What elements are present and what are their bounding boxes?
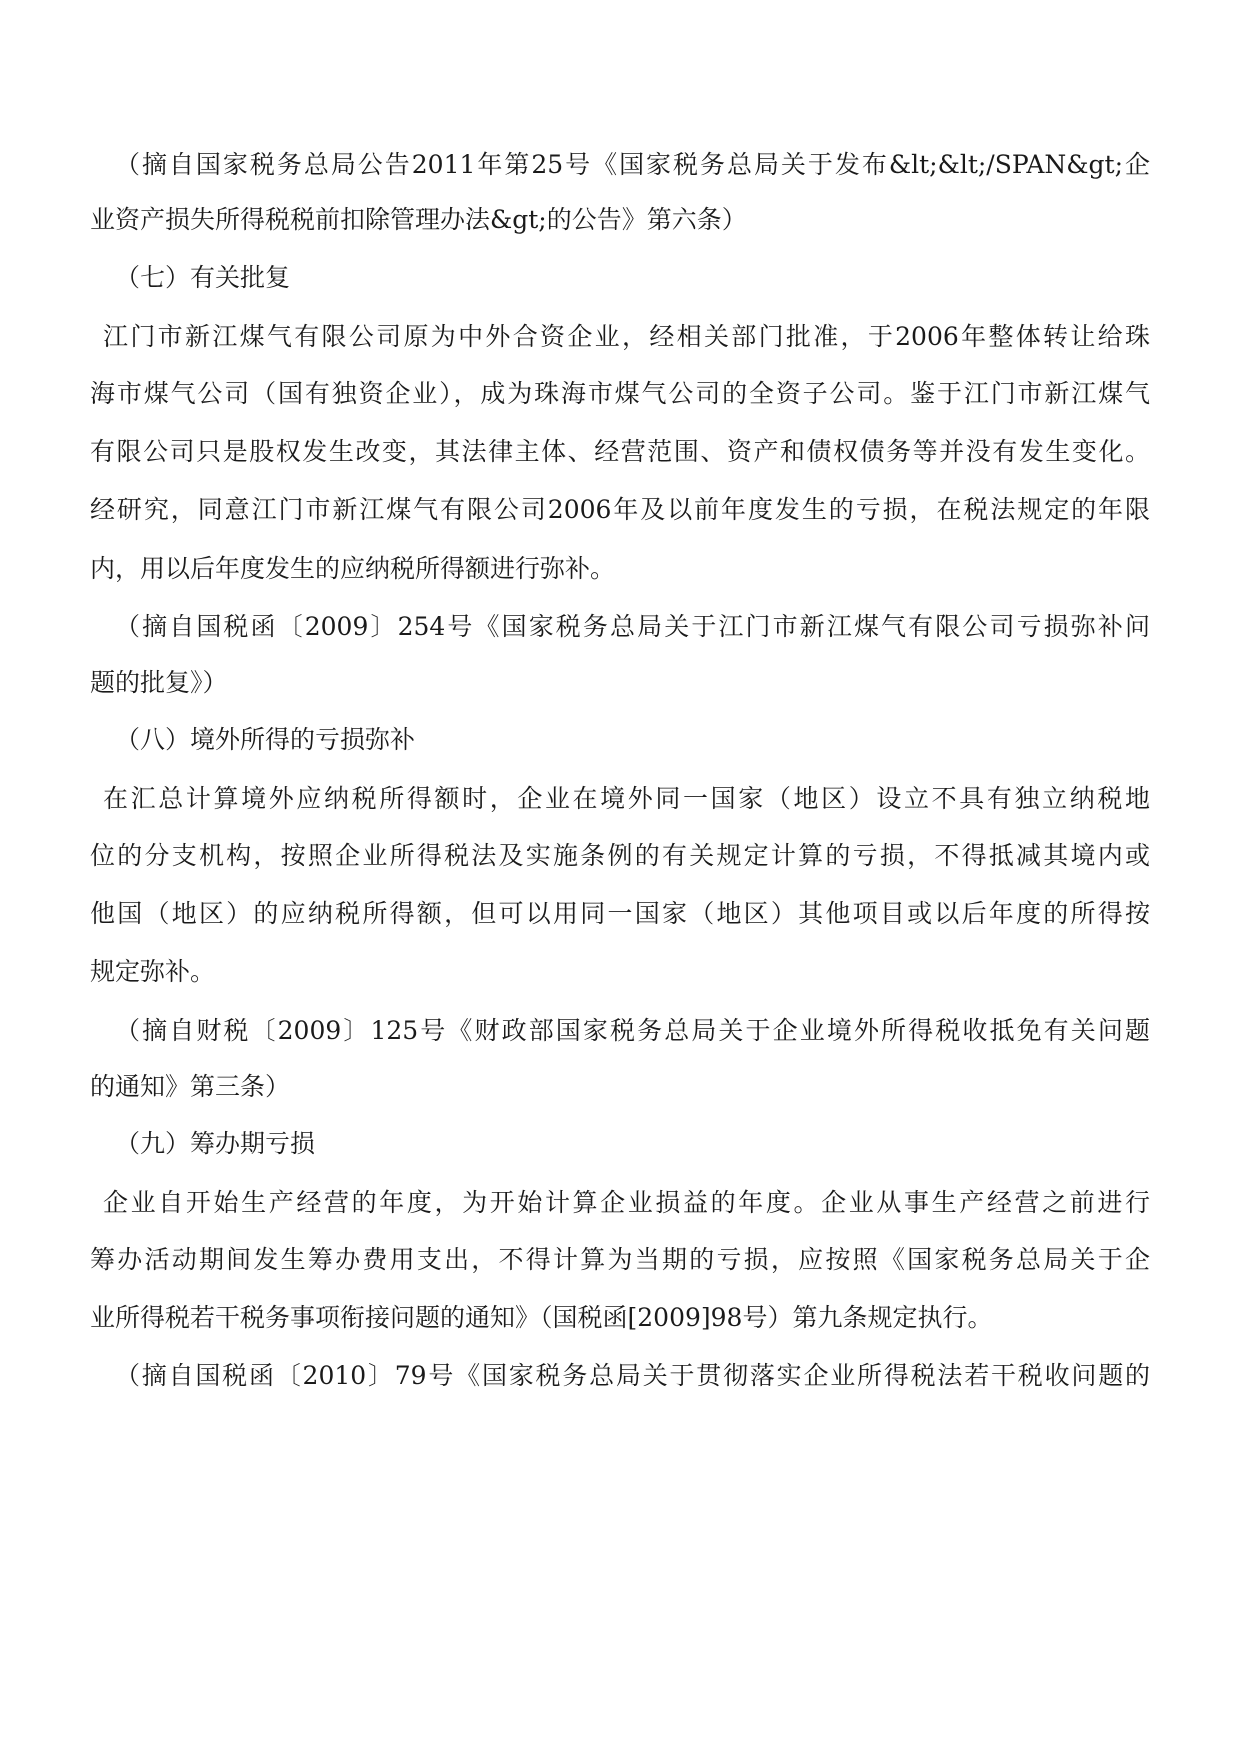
text-line: 他国（地区）的应纳税所得额，但可以用同一国家（地区）其他项目或以后年度的所得按: [90, 899, 1150, 928]
text-line: 经研究，同意江门市新江煤气有限公司2006年及以前年度发生的亏损，在税法规定的年限: [90, 495, 1150, 524]
text-line: 业资产损失所得税税前扣除管理办法&gt;的公告》第六条）: [90, 205, 747, 234]
text-line: 规定弥补。: [90, 957, 216, 986]
text-line: 业所得税若干税务事项衔接问题的通知》（国税函[2009]98号）第九条规定执行。: [90, 1303, 993, 1332]
text-line: 筹办活动期间发生筹办费用支出，不得计算为当期的亏损，应按照《国家税务总局关于企: [90, 1245, 1150, 1274]
section-heading: （八）境外所得的亏损弥补: [115, 725, 416, 754]
text-line: 有限公司只是股权发生改变，其法律主体、经营范围、资产和债权债务等并没有发生变化。: [90, 437, 1150, 466]
text-line: （摘自财税〔2009〕125号《财政部国家税务总局关于企业境外所得税收抵免有关问题: [115, 1016, 1150, 1045]
text-line: 的通知》第三条）: [90, 1072, 291, 1101]
text-line: 位的分支机构，按照企业所得税法及实施条例的有关规定计算的亏损，不得抵减其境内或: [90, 841, 1150, 870]
text-line: （摘自国家税务总局公告2011年第25号《国家税务总局关于发布&lt;&lt;/SPAN&gt;企: [115, 150, 1150, 179]
text-line: 江门市新江煤气有限公司原为中外合资企业，经相关部门批准，于2006年整体转让给珠: [103, 322, 1150, 351]
text-line: （摘自国税函〔2010〕79号《国家税务总局关于贯彻落实企业所得税法若干税收问题的: [115, 1361, 1150, 1390]
text-line: 内，用以后年度发生的应纳税所得额进行弥补。: [90, 554, 616, 583]
text-line: （摘自国税函〔2009〕254号《国家税务总局关于江门市新江煤气有限公司亏损弥补问: [115, 612, 1150, 641]
section-heading: （七）有关批复: [115, 263, 291, 292]
text-line: 海市煤气公司（国有独资企业），成为珠海市煤气公司的全资子公司。鉴于江门市新江煤气: [90, 379, 1150, 408]
text-line: 题的批复》）: [90, 668, 228, 697]
section-heading: （九）筹办期亏损: [115, 1129, 316, 1158]
text-line: 企业自开始生产经营的年度，为开始计算企业损益的年度。企业从事生产经营之前进行: [103, 1188, 1150, 1217]
text-line: 在汇总计算境外应纳税所得额时，企业在境外同一国家（地区）设立不具有独立纳税地: [103, 784, 1150, 813]
